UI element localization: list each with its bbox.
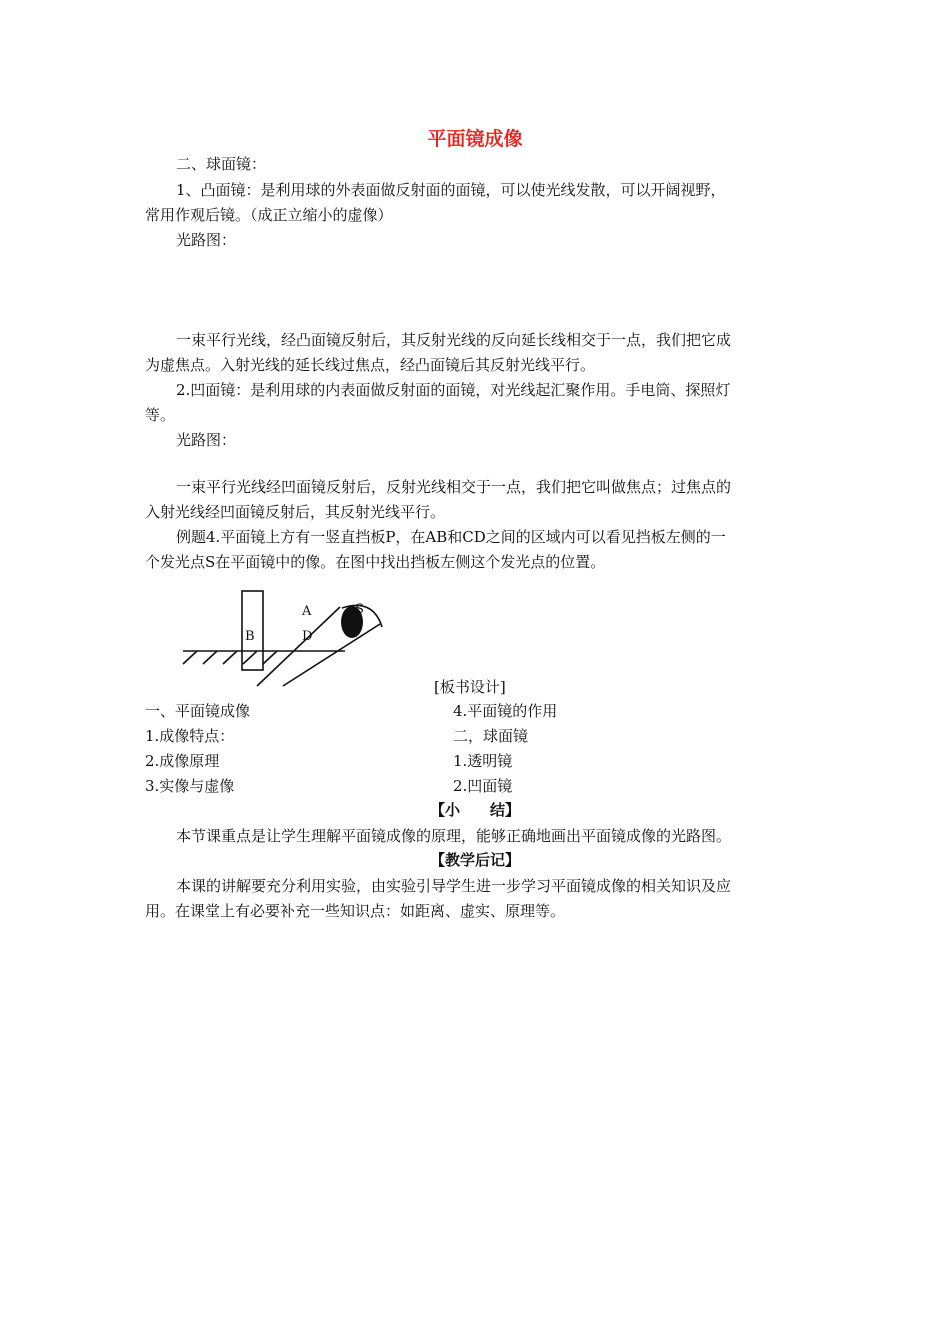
mirror-hatch <box>183 651 197 664</box>
ray-cd <box>283 624 380 686</box>
concave-description-line-2: 入射光线经凹面镜反射后，其反射光线平行。 <box>145 503 446 521</box>
convex-mirror-line-2: 常用作观后镜。（成正立缩小的虚像） <box>145 206 393 224</box>
label-a: A <box>302 604 312 619</box>
summary-heading: 【小 结】 <box>429 801 520 819</box>
board-right-item: 2.凹面镜 <box>453 777 513 795</box>
section-heading: 二、球面镜： <box>176 155 267 173</box>
concave-mirror-line-1: 2.凹面镜：是利用球的内表面做反射面的面镜，对光线起汇聚作用。手电筒、探照灯 <box>176 381 731 399</box>
label-s: S <box>355 602 364 617</box>
board-design-heading: [板书设计] <box>434 678 506 696</box>
board-left-item: 一、平面镜成像 <box>145 702 251 720</box>
board-right-item: 1.透明镜 <box>453 752 513 770</box>
board-left-item: 2.成像原理 <box>145 752 220 770</box>
postscript-heading: 【教学后记】 <box>429 851 520 869</box>
page-title: 平面镜成像 <box>427 128 523 150</box>
concave-description-line-1: 一束平行光线经凹面镜反射后，反射光线相交于一点，我们把它叫做焦点；过焦点的 <box>176 478 732 496</box>
board-left-item: 3.实像与虚像 <box>145 777 235 795</box>
example-line-2: 个发光点S在平面镜中的像。在图中找出挡板左侧这个发光点的位置。 <box>145 553 606 571</box>
convex-description-line-1: 一束平行光线，经凸面镜反射后，其反射光线的反向延长线相交于一点，我们把它成 <box>176 331 732 349</box>
summary-text: 本节课重点是让学生理解平面镜成像的原理，能够正确地画出平面镜成像的光路图。 <box>176 827 732 845</box>
board-right-item: 二，球面镜 <box>453 727 529 745</box>
postscript-line-1: 本课的讲解要充分利用实验，由实验引导学生进一步学习平面镜成像的相关知识及应 <box>176 877 732 895</box>
convex-description-line-2: 为虚焦点。入射光线的延长线过焦点，经凸面镜后其反射光线平行。 <box>145 356 596 374</box>
ray-ab <box>257 607 340 686</box>
concave-mirror-line-2: 等。 <box>145 406 176 424</box>
mirror-hatch <box>243 651 257 664</box>
example-line-1: 例题4.平面镜上方有一竖直挡板P，在AB和CD之间的区域内可以看见挡板左侧的一 <box>176 528 726 546</box>
light-path-label-1: 光路图： <box>176 231 237 249</box>
label-b: B <box>245 629 255 644</box>
board-right-item: 4.平面镜的作用 <box>453 702 558 720</box>
mirror-hatch <box>223 651 237 664</box>
board-left-item: 1.成像特点： <box>145 727 235 745</box>
label-d: D <box>302 629 313 644</box>
mirror-hatch <box>263 651 277 664</box>
convex-mirror-line-1: 1、凸面镜：是利用球的外表面做反射面的面镜，可以使光线发散，可以开阔视野， <box>176 181 726 199</box>
postscript-line-2: 用。在课堂上有必要补充一些知识点：如距离、虚实、原理等。 <box>145 902 566 920</box>
mirror-hatch <box>203 651 217 664</box>
light-path-label-2: 光路图： <box>176 431 237 449</box>
